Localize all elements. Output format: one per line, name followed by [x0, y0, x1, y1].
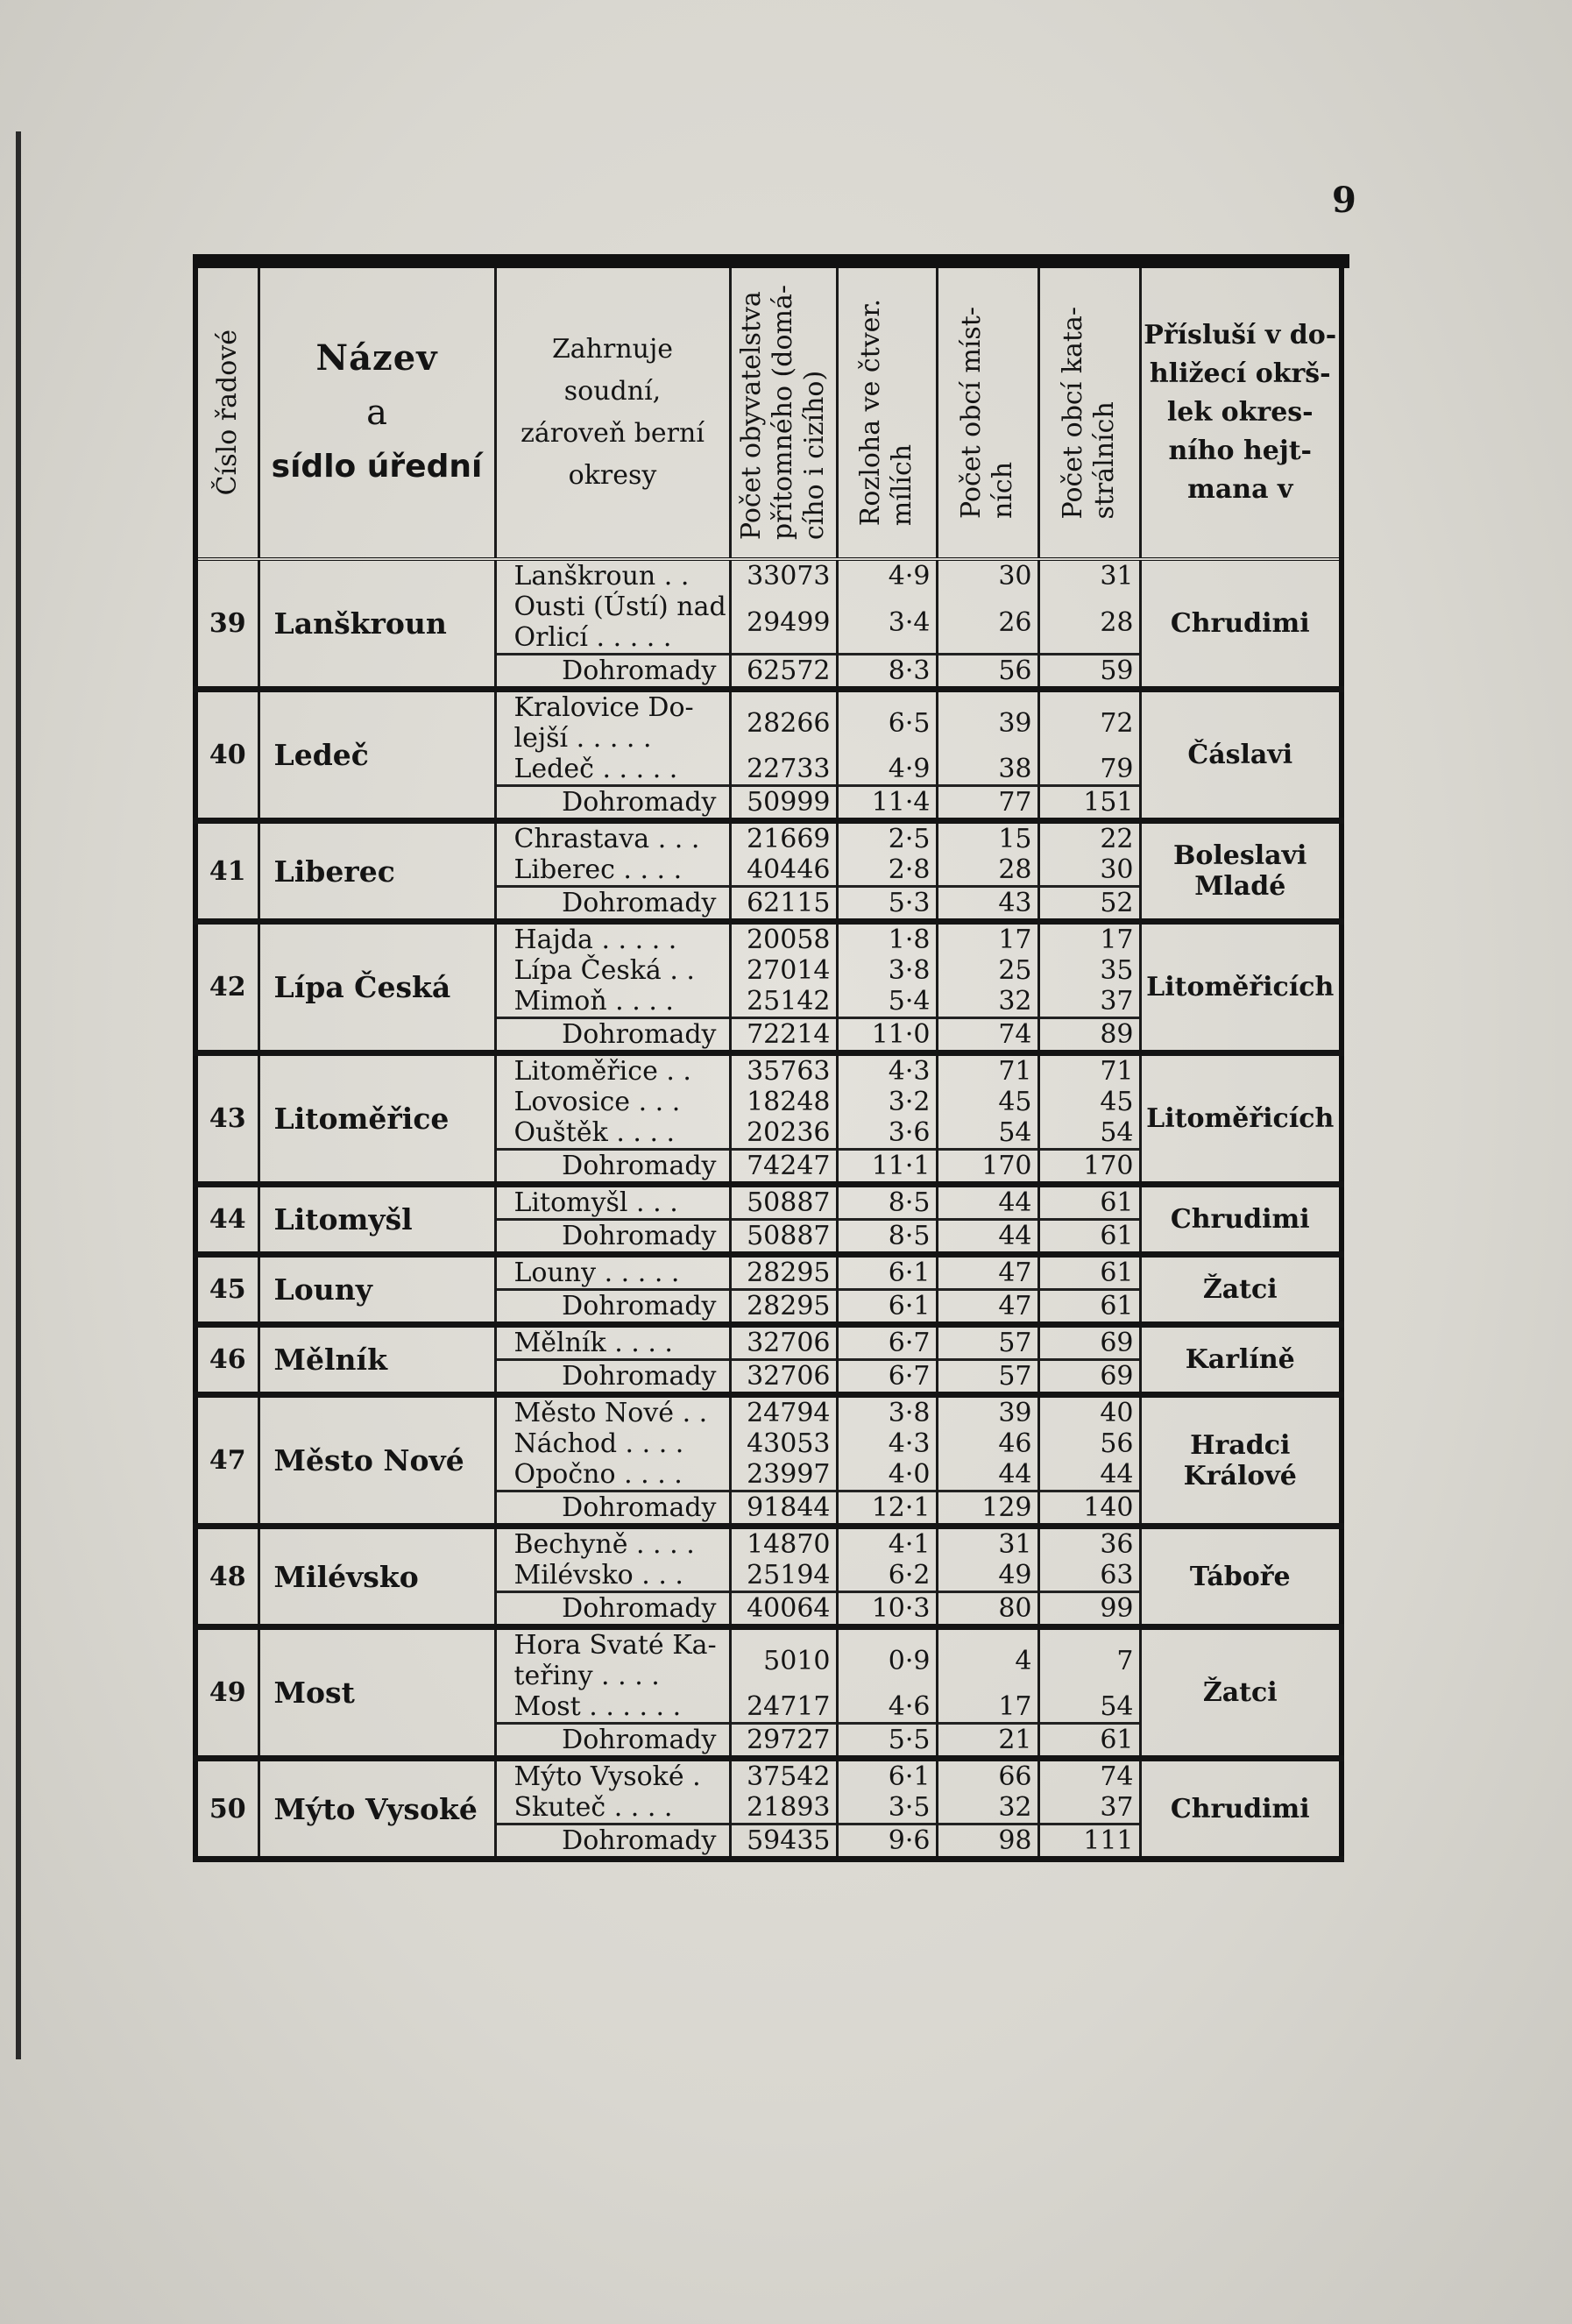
header-jurisdiction: Přísluší v do- hližecí okrš- lek okres- ního hejt- mana v: [1140, 268, 1342, 559]
cadastral-municipalities-value: 79: [1038, 754, 1140, 786]
total-local-municipalities: 98: [937, 1824, 1038, 1860]
table-row: [195, 1627, 1342, 1692]
area-value: 4·6: [837, 1691, 937, 1724]
total-population: 74247: [730, 1150, 837, 1185]
population-value: 18248: [730, 1087, 837, 1117]
local-municipalities-value: 26: [937, 592, 1038, 655]
row-index: 41: [195, 821, 258, 922]
population-value: 35763: [730, 1053, 837, 1088]
total-cadastral-municipalities: 89: [1038, 1018, 1140, 1053]
district-name: Skuteč . . . .: [495, 1792, 730, 1824]
district-name: Mýto Vysoké .: [495, 1759, 730, 1793]
local-municipalities-value: 30: [937, 559, 1038, 592]
total-local-municipalities: 21: [937, 1724, 1038, 1759]
total-area: 9·6: [837, 1824, 937, 1860]
row-index: 44: [195, 1185, 258, 1255]
jurisdiction-name: Žatci: [1140, 1255, 1342, 1325]
district-name: Město Nové . .: [495, 1395, 730, 1429]
area-value: 3·5: [837, 1792, 937, 1824]
row-index: 50: [195, 1759, 258, 1860]
total-area: 6·1: [837, 1290, 937, 1325]
area-value: 8·5: [837, 1185, 937, 1220]
population-value: 50887: [730, 1185, 837, 1220]
local-municipalities-value: 25: [937, 955, 1038, 986]
local-municipalities-value: 17: [937, 922, 1038, 956]
row-index: 43: [195, 1053, 258, 1185]
table-row: [195, 1759, 1342, 1793]
district-name: Lanškroun . .: [495, 559, 730, 592]
total-local-municipalities: 77: [937, 786, 1038, 821]
area-value: 5·4: [837, 986, 937, 1018]
total-label: Dohromady: [495, 1724, 730, 1759]
district-name: Hora Svaté Ka- teřiny . . . .: [495, 1627, 730, 1692]
area-value: 2·5: [837, 821, 937, 855]
table-row: [195, 922, 1342, 956]
district-name: Ouštěk . . . .: [495, 1117, 730, 1150]
district-name: Lípa Česká . .: [495, 955, 730, 986]
total-population: 50999: [730, 786, 837, 821]
table-row: [195, 559, 1342, 592]
cadastral-municipalities-value: 17: [1038, 922, 1140, 956]
jurisdiction-name: Litoměřicích: [1140, 922, 1342, 1053]
total-population: 29727: [730, 1724, 837, 1759]
local-municipalities-value: 32: [937, 1792, 1038, 1824]
population-value: 5010: [730, 1627, 837, 1692]
area-value: 4·1: [837, 1527, 937, 1561]
district-name: Mělník . . . .: [495, 1325, 730, 1360]
jurisdiction-name: Chrudimi: [1140, 559, 1342, 690]
cadastral-municipalities-value: 54: [1038, 1691, 1140, 1724]
area-value: 6·7: [837, 1325, 937, 1360]
seat-name: Lípa Česká: [258, 922, 495, 1053]
cadastral-municipalities-value: 71: [1038, 1053, 1140, 1088]
local-municipalities-value: 31: [937, 1527, 1038, 1561]
local-municipalities-value: 57: [937, 1325, 1038, 1360]
header-name-line2: a: [366, 393, 387, 433]
total-cadastral-municipalities: 151: [1038, 786, 1140, 821]
total-area: 5·5: [837, 1724, 937, 1759]
total-cadastral-municipalities: 61: [1038, 1724, 1140, 1759]
area-value: 3·8: [837, 1395, 937, 1429]
seat-name: Město Nové: [258, 1395, 495, 1527]
total-label: Dohromady: [495, 1360, 730, 1395]
jurisdiction-name: Karlíně: [1140, 1325, 1342, 1395]
district-name: Most . . . . . .: [495, 1691, 730, 1724]
total-local-municipalities: 129: [937, 1491, 1038, 1527]
local-municipalities-value: 44: [937, 1459, 1038, 1491]
row-index: 45: [195, 1255, 258, 1325]
total-label: Dohromady: [495, 1824, 730, 1860]
jurisdiction-name: Hradci Králové: [1140, 1395, 1342, 1527]
local-municipalities-value: 17: [937, 1691, 1038, 1724]
total-label: Dohromady: [495, 1018, 730, 1053]
cadastral-municipalities-value: 44: [1038, 1459, 1140, 1491]
local-municipalities-value: 39: [937, 1395, 1038, 1429]
row-index: 42: [195, 922, 258, 1053]
population-value: 40446: [730, 854, 837, 887]
area-value: 4·9: [837, 754, 937, 786]
local-municipalities-value: 4: [937, 1627, 1038, 1692]
cadastral-municipalities-value: 72: [1038, 690, 1140, 755]
header-name-line1: Název: [315, 337, 438, 379]
table-row: [195, 1255, 1342, 1290]
population-value: 21669: [730, 821, 837, 855]
total-label: Dohromady: [495, 655, 730, 690]
total-label: Dohromady: [495, 1150, 730, 1185]
population-value: 23997: [730, 1459, 837, 1491]
population-value: 22733: [730, 754, 837, 786]
total-population: 62115: [730, 887, 837, 922]
total-label: Dohromady: [495, 887, 730, 922]
district-name: Louny . . . . .: [495, 1255, 730, 1290]
district-name: Kralovice Do- lejší . . . . .: [495, 690, 730, 755]
population-value: 24717: [730, 1691, 837, 1724]
total-label: Dohromady: [495, 1491, 730, 1527]
population-value: 24794: [730, 1395, 837, 1429]
total-cadastral-municipalities: 61: [1038, 1290, 1140, 1325]
table-row: [195, 821, 1342, 855]
cadastral-municipalities-value: 54: [1038, 1117, 1140, 1150]
area-value: 3·4: [837, 592, 937, 655]
total-cadastral-municipalities: 111: [1038, 1824, 1140, 1860]
cadastral-municipalities-value: 45: [1038, 1087, 1140, 1117]
jurisdiction-name: Žatci: [1140, 1627, 1342, 1759]
table-row: [195, 1185, 1342, 1220]
area-value: 6·1: [837, 1759, 937, 1793]
total-cadastral-municipalities: 140: [1038, 1491, 1140, 1527]
local-municipalities-value: 46: [937, 1428, 1038, 1459]
population-value: 37542: [730, 1759, 837, 1793]
row-index: 40: [195, 690, 258, 821]
area-value: 1·8: [837, 922, 937, 956]
jurisdiction-name: Čáslavi: [1140, 690, 1342, 821]
header-index: Číslo řadové: [195, 268, 258, 559]
total-label: Dohromady: [495, 1220, 730, 1255]
area-value: 4·3: [837, 1053, 937, 1088]
row-index: 49: [195, 1627, 258, 1759]
area-value: 0·9: [837, 1627, 937, 1692]
population-value: 20236: [730, 1117, 837, 1150]
row-index: 46: [195, 1325, 258, 1395]
table-row: [195, 690, 1342, 755]
local-municipalities-value: 47: [937, 1255, 1038, 1290]
population-value: 21893: [730, 1792, 837, 1824]
total-cadastral-municipalities: 99: [1038, 1592, 1140, 1627]
jurisdiction-name: Boleslavi Mladé: [1140, 821, 1342, 922]
cadastral-municipalities-value: 61: [1038, 1185, 1140, 1220]
area-value: 4·3: [837, 1428, 937, 1459]
district-name: Hajda . . . . .: [495, 922, 730, 956]
population-value: 32706: [730, 1325, 837, 1360]
total-cadastral-municipalities: 170: [1038, 1150, 1140, 1185]
seat-name: Mýto Vysoké: [258, 1759, 495, 1860]
area-value: 6·1: [837, 1255, 937, 1290]
local-municipalities-value: 32: [937, 986, 1038, 1018]
local-municipalities-value: 49: [937, 1560, 1038, 1592]
total-population: 62572: [730, 655, 837, 690]
header-includes: Zahrnuje soudní, zároveň berní okresy: [495, 268, 730, 559]
jurisdiction-name: Táboře: [1140, 1527, 1342, 1627]
area-value: 4·9: [837, 559, 937, 592]
district-name: Ousti (Ústí) nad Orlicí . . . . .: [495, 592, 730, 655]
cadastral-municipalities-value: 63: [1038, 1560, 1140, 1592]
cadastral-municipalities-value: 37: [1038, 1792, 1140, 1824]
total-local-municipalities: 74: [937, 1018, 1038, 1053]
total-label: Dohromady: [495, 1290, 730, 1325]
seat-name: Ledeč: [258, 690, 495, 821]
total-area: 11·0: [837, 1018, 937, 1053]
local-municipalities-value: 71: [937, 1053, 1038, 1088]
cadastral-municipalities-value: 28: [1038, 592, 1140, 655]
total-local-municipalities: 56: [937, 655, 1038, 690]
cadastral-municipalities-value: 69: [1038, 1325, 1140, 1360]
district-name: Litoměřice . .: [495, 1053, 730, 1088]
local-municipalities-value: 44: [937, 1185, 1038, 1220]
table-row: [195, 1527, 1342, 1561]
cadastral-municipalities-value: 31: [1038, 559, 1140, 592]
population-value: 28266: [730, 690, 837, 755]
total-population: 40064: [730, 1592, 837, 1627]
total-population: 50887: [730, 1220, 837, 1255]
table-header-row: [195, 268, 1342, 559]
district-name: Ledeč . . . . .: [495, 754, 730, 786]
cadastral-municipalities-value: 35: [1038, 955, 1140, 986]
local-municipalities-value: 66: [937, 1759, 1038, 1793]
total-local-municipalities: 80: [937, 1592, 1038, 1627]
district-name: Náchod . . . .: [495, 1428, 730, 1459]
population-value: 20058: [730, 922, 837, 956]
cadastral-municipalities-value: 36: [1038, 1527, 1140, 1561]
table-row: [195, 1053, 1342, 1088]
seat-name: Mělník: [258, 1325, 495, 1395]
population-value: 25194: [730, 1560, 837, 1592]
total-area: 8·5: [837, 1220, 937, 1255]
population-value: 27014: [730, 955, 837, 986]
seat-name: Litoměřice: [258, 1053, 495, 1185]
total-local-municipalities: 43: [937, 887, 1038, 922]
area-value: 3·6: [837, 1117, 937, 1150]
total-area: 8·3: [837, 655, 937, 690]
local-municipalities-value: 39: [937, 690, 1038, 755]
total-local-municipalities: 170: [937, 1150, 1038, 1185]
cadastral-municipalities-value: 40: [1038, 1395, 1140, 1429]
row-index: 47: [195, 1395, 258, 1527]
population-value: 33073: [730, 559, 837, 592]
total-cadastral-municipalities: 61: [1038, 1220, 1140, 1255]
population-value: 43053: [730, 1428, 837, 1459]
jurisdiction-name: Litoměřicích: [1140, 1053, 1342, 1185]
seat-name: Most: [258, 1627, 495, 1759]
total-population: 32706: [730, 1360, 837, 1395]
district-name: Opočno . . . .: [495, 1459, 730, 1491]
local-municipalities-value: 38: [937, 754, 1038, 786]
area-value: 6·2: [837, 1560, 937, 1592]
seat-name: Liberec: [258, 821, 495, 922]
district-name: Milévsko . . .: [495, 1560, 730, 1592]
total-area: 12·1: [837, 1491, 937, 1527]
area-value: 3·8: [837, 955, 937, 986]
seat-name: Litomyšl: [258, 1185, 495, 1255]
local-municipalities-value: 54: [937, 1117, 1038, 1150]
district-name: Chrastava . . .: [495, 821, 730, 855]
table-row: [195, 1325, 1342, 1360]
cadastral-municipalities-value: 30: [1038, 854, 1140, 887]
area-value: 2·8: [837, 854, 937, 887]
total-local-municipalities: 57: [937, 1360, 1038, 1395]
total-area: 11·1: [837, 1150, 937, 1185]
total-population: 59435: [730, 1824, 837, 1860]
total-local-municipalities: 47: [937, 1290, 1038, 1325]
area-value: 4·0: [837, 1459, 937, 1491]
total-area: 6·7: [837, 1360, 937, 1395]
header-area: Rozloha ve čtver. mílích: [837, 268, 937, 559]
header-local-municipalities: Počet obcí míst- ních: [937, 268, 1038, 559]
total-label: Dohromady: [495, 1592, 730, 1627]
local-municipalities-value: 15: [937, 821, 1038, 855]
district-name: Litomyšl . . .: [495, 1185, 730, 1220]
total-cadastral-municipalities: 59: [1038, 655, 1140, 690]
total-label: Dohromady: [495, 786, 730, 821]
jurisdiction-name: Chrudimi: [1140, 1185, 1342, 1255]
cadastral-municipalities-value: 74: [1038, 1759, 1140, 1793]
seat-name: Louny: [258, 1255, 495, 1325]
district-name: Liberec . . . .: [495, 854, 730, 887]
row-index: 39: [195, 559, 258, 690]
population-value: 29499: [730, 592, 837, 655]
cadastral-municipalities-value: 56: [1038, 1428, 1140, 1459]
cadastral-municipalities-value: 37: [1038, 986, 1140, 1018]
jurisdiction-name: Chrudimi: [1140, 1759, 1342, 1860]
header-cadastral-municipalities: Počet obcí kata- strálních: [1038, 268, 1140, 559]
seat-name: Lanškroun: [258, 559, 495, 690]
district-name: Mimoň . . . .: [495, 986, 730, 1018]
population-value: 25142: [730, 986, 837, 1018]
total-local-municipalities: 44: [937, 1220, 1038, 1255]
total-cadastral-municipalities: 52: [1038, 887, 1140, 922]
statistics-table-frame: [193, 254, 1349, 1862]
cadastral-municipalities-value: 61: [1038, 1255, 1140, 1290]
local-municipalities-value: 45: [937, 1087, 1038, 1117]
header-name: [258, 268, 495, 559]
district-name: Lovosice . . .: [495, 1087, 730, 1117]
area-value: 6·5: [837, 690, 937, 755]
total-cadastral-municipalities: 69: [1038, 1360, 1140, 1395]
table-row: [195, 1395, 1342, 1429]
row-index: 48: [195, 1527, 258, 1627]
page-binding-edge: [16, 131, 35, 2059]
total-population: 28295: [730, 1290, 837, 1325]
page-number: 9: [1332, 180, 1356, 221]
seat-name: Milévsko: [258, 1527, 495, 1627]
header-name-line3: sídlo úřední: [271, 449, 483, 485]
total-population: 72214: [730, 1018, 837, 1053]
header-population: Počet obyvatelstva přítomného (domá- cího i cizího): [730, 268, 837, 559]
local-municipalities-value: 28: [937, 854, 1038, 887]
cadastral-municipalities-value: 22: [1038, 821, 1140, 855]
cadastral-municipalities-value: 7: [1038, 1627, 1140, 1692]
total-population: 91844: [730, 1491, 837, 1527]
district-statistics-table: [193, 268, 1344, 1862]
total-area: 11·4: [837, 786, 937, 821]
total-area: 5·3: [837, 887, 937, 922]
population-value: 28295: [730, 1255, 837, 1290]
district-name: Bechyně . . . .: [495, 1527, 730, 1561]
total-area: 10·3: [837, 1592, 937, 1627]
area-value: 3·2: [837, 1087, 937, 1117]
population-value: 14870: [730, 1527, 837, 1561]
